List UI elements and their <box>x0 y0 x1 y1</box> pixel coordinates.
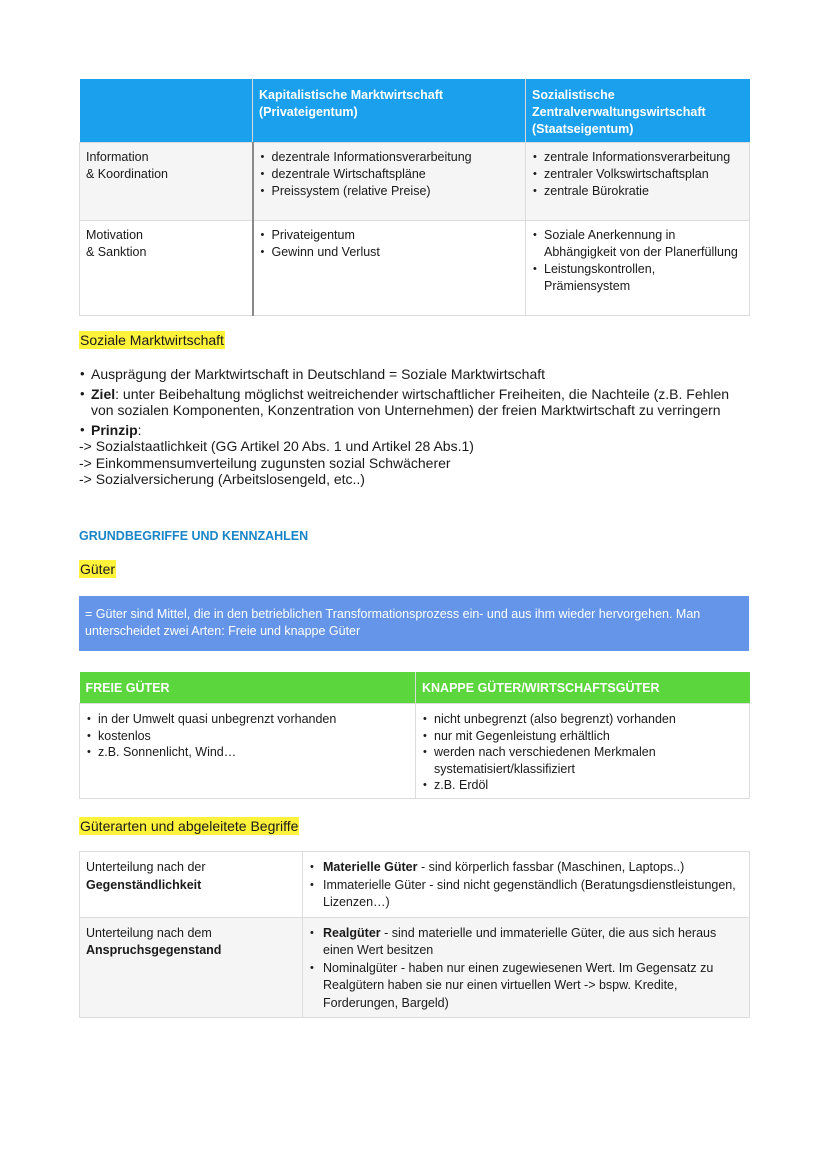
cell-capitalist <box>253 143 526 221</box>
goods-types-table <box>79 672 750 799</box>
header-line: Sozialistische <box>532 88 615 102</box>
header-line: Kapitalistische Marktwirtschaft <box>259 88 444 102</box>
header-line: Zentralverwaltungswirtschaft <box>532 105 706 119</box>
goods-classification-table <box>79 851 750 1018</box>
list-item <box>309 877 743 912</box>
row-label-line: Unterteilung nach der <box>86 860 206 874</box>
row-label <box>80 917 303 1018</box>
table-header-socialist <box>526 79 750 143</box>
row-label-line: Unterteilung nach dem <box>86 925 212 940</box>
list-item: • Gewinn und Verlust <box>260 244 520 261</box>
definition-box <box>79 596 749 651</box>
list-item-text: Ausprägung der Marktwirtschaft in Deutschland = Soziale Marktwirtschaft <box>91 366 546 382</box>
row-label <box>80 852 303 918</box>
list-item-bold: Ziel <box>91 385 116 402</box>
list-item: • kostenlos <box>86 728 409 745</box>
table-header-empty <box>80 79 253 143</box>
principle-line: -> Sozialstaatlichkeit (GG Artikel 20 Abs. 1 und Artikel 28 Abs.1) <box>79 438 474 454</box>
list-item-text: - sind körperlich fassbar (Maschinen, Laptops..) <box>417 860 685 874</box>
cell-scarce-goods <box>416 704 750 799</box>
section-title: GRUNDBEGRIFFE UND KENNZAHLEN <box>79 529 309 543</box>
header-line: (Staatseigentum) <box>532 122 634 136</box>
table-row <box>80 704 750 799</box>
list-item: • werden nach verschiedenen Merkmalen systematisiert/klassifiziert <box>422 744 743 777</box>
list-item: • Preissystem (relative Preise) <box>260 183 520 200</box>
list-item <box>79 422 749 439</box>
table-row <box>80 917 750 1018</box>
row-label-bold: Gegenständlichkeit <box>86 877 202 892</box>
heading-gueterarten <box>79 817 299 836</box>
list-item: • Privateigentum <box>260 227 520 244</box>
row-label-line: Motivation <box>86 228 143 242</box>
list-item-text: Nominalgüter - haben nur einen zugewiesenen Wert. Im Gegensatz zu Realgütern haben sie nur einen virtuellen Wert -> bspw. Kredite, Forderungen, Bargeld) <box>323 960 714 1010</box>
table-header-scarce-goods: KNAPPE GÜTER/WIRTSCHAFTSGÜTER <box>416 672 750 704</box>
principle-line: -> Sozialversicherung (Arbeitslosengeld, etc..) <box>79 471 365 487</box>
list-item <box>309 859 743 877</box>
list-item-text: : <box>137 421 142 438</box>
list-item: • nicht unbegrenzt (also begrenzt) vorhanden <box>422 711 743 728</box>
list-item: • Leistungskontrollen, Prämiensystem <box>532 261 743 295</box>
list-item: • in der Umwelt quasi unbegrenzt vorhanden <box>86 711 409 728</box>
list-item: • Soziale Anerkennung in Abhängigkeit von der Planerfüllung <box>532 227 743 261</box>
highlighted-heading: Güterarten und abgeleitete Begriffe <box>80 818 299 834</box>
heading-soziale-marktwirtschaft <box>79 331 225 350</box>
list-item-text: : unter Beibehaltung möglichst weitreichender wirtschaftlicher Freiheiten, die Nachteile (z.B. Fehlen von sozialen Komponenten, Konzentration von Unternehmen) der freien Marktwirtschaft zu verringern <box>91 385 730 418</box>
list-item-bold: Materielle Güter <box>323 860 418 874</box>
list-item-text: - sind materielle und immaterielle Güter, die aus sich heraus einen Wert besitzen <box>323 925 717 957</box>
list-item-bold: Prinzip <box>91 421 138 438</box>
highlighted-heading: Soziale Marktwirtschaft <box>80 332 224 348</box>
table-header-free-goods: FREIE GÜTER <box>80 672 416 704</box>
table-row <box>80 221 750 316</box>
list-item: • zentrale Informationsverarbeitung <box>532 149 743 166</box>
list-item: • dezentrale Informationsverarbeitung <box>260 149 520 166</box>
table-row <box>80 143 750 221</box>
table-row <box>80 852 750 918</box>
list-item <box>79 386 749 419</box>
list-item: • z.B. Erdöl <box>422 777 743 794</box>
row-label <box>80 143 253 221</box>
row-label-line: Information <box>86 150 149 164</box>
row-label-line: & Koordination <box>86 167 169 181</box>
table-header-row <box>80 672 750 704</box>
principle-line: -> Einkommensumverteilung zugunsten sozial Schwächerer <box>79 454 451 471</box>
heading-gueter <box>79 560 116 579</box>
cell-description <box>303 917 750 1018</box>
row-label-line: & Sanktion <box>86 245 147 259</box>
list-item: • zentrale Bürokratie <box>532 183 743 200</box>
table-header-capitalist <box>253 79 526 143</box>
list-item: • nur mit Gegenleistung erhältlich <box>422 728 743 745</box>
list-item-text: Immaterielle Güter - sind nicht gegenständlich (Beratungsdienstleistungen, Lizenzen…) <box>323 877 736 909</box>
economic-systems-table <box>79 79 750 316</box>
soziale-marktwirtschaft-list <box>79 366 749 488</box>
row-label-bold: Anspruchsgegenstand <box>86 943 222 957</box>
cell-free-goods <box>80 704 416 799</box>
cell-capitalist <box>253 221 526 316</box>
table-header-row <box>80 79 750 143</box>
list-item: • zentraler Volkswirtschaftsplan <box>532 166 743 183</box>
cell-description <box>303 852 750 918</box>
list-item <box>79 366 749 383</box>
cell-socialist <box>526 143 750 221</box>
header-line: (Privateigentum) <box>259 105 358 119</box>
list-item-bold: Realgüter <box>323 925 381 940</box>
list-item: • z.B. Sonnenlicht, Wind… <box>86 744 409 761</box>
highlighted-heading: Güter <box>80 561 116 577</box>
list-item <box>309 925 743 960</box>
row-label <box>80 221 253 316</box>
cell-socialist <box>526 221 750 316</box>
definition-text: = Güter sind Mittel, die in den betrieblichen Transformationsprozess ein- und aus ihm wieder hervorgehen. Man unterscheidet zwei Arten: Freie und knappe Güter <box>85 607 701 638</box>
list-item <box>309 960 743 1013</box>
list-item: • dezentrale Wirtschaftspläne <box>260 166 520 183</box>
